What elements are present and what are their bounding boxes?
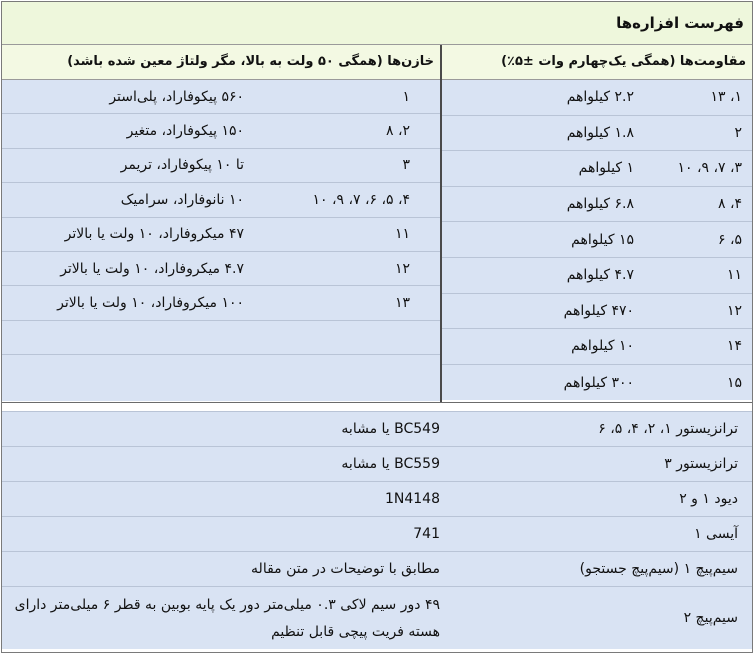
table-row bbox=[442, 151, 752, 187]
table-row bbox=[442, 258, 752, 294]
resistors-header: مقاومت‌ها (همگی یک‌چهارم وات ±۵٪) bbox=[442, 45, 752, 80]
capacitors-header: خازن‌ها (همگی ۵۰ ولت به بالا، مگر ولتاژ معین شده باشد) bbox=[2, 45, 440, 80]
table-row bbox=[2, 552, 752, 587]
capacitor-index: ۲، ۸ bbox=[385, 123, 410, 140]
resistor-value: ۱ کیلواهم bbox=[578, 160, 634, 177]
components-columns bbox=[2, 45, 752, 403]
capacitor-value: ۱۰ نانوفاراد، سرامیک bbox=[120, 191, 244, 208]
part-name: دیود ۱ و ۲ bbox=[679, 491, 738, 507]
table-row bbox=[2, 80, 440, 114]
resistor-value: ۱.۸ کیلواهم bbox=[566, 124, 634, 141]
resistor-value: ۱۵ کیلواهم bbox=[571, 231, 634, 248]
resistor-index: ۵، ۶ bbox=[717, 231, 742, 248]
table-row bbox=[2, 321, 440, 355]
capacitor-index: ۱۲ bbox=[394, 260, 410, 277]
capacitor-value: ۴۷ میکروفاراد، ۱۰ ولت یا بالاتر bbox=[64, 226, 244, 243]
resistor-index: ۱۵ bbox=[726, 374, 742, 391]
capacitor-index: ۴، ۵، ۶، ۷، ۹، ۱۰ bbox=[312, 191, 410, 208]
resistor-index: ۱، ۱۳ bbox=[710, 89, 742, 106]
table-row bbox=[442, 116, 752, 152]
resistor-index: ۲ bbox=[734, 124, 742, 141]
part-value: 741 bbox=[413, 526, 440, 542]
table-row bbox=[2, 218, 440, 252]
part-name: ترانزیستور ۱، ۲، ۴، ۵، ۶ bbox=[598, 421, 738, 437]
table-row bbox=[442, 294, 752, 330]
capacitor-index: ۱۳ bbox=[394, 295, 410, 312]
resistor-value: ۱۰ کیلواهم bbox=[571, 338, 634, 355]
table-row bbox=[2, 149, 440, 183]
resistor-value: ۶.۸ کیلواهم bbox=[566, 196, 634, 213]
resistor-index: ۳، ۷، ۹، ۱۰ bbox=[677, 160, 742, 177]
part-value: BC559 یا مشابه bbox=[341, 456, 440, 472]
capacitor-value: تا ۱۰ پیکوفاراد، تریمر bbox=[120, 157, 244, 174]
table-row bbox=[442, 365, 752, 401]
capacitor-index: ۱۱ bbox=[394, 226, 410, 243]
capacitor-value: ۵۶۰ پیکوفاراد، پلی‌استر bbox=[109, 88, 244, 105]
table-row bbox=[2, 447, 752, 482]
resistor-value: ۲.۲ کیلواهم bbox=[566, 89, 634, 106]
table-title: فهرست افزاره‌ها bbox=[2, 2, 752, 45]
parts-list-table bbox=[1, 1, 753, 653]
table-row bbox=[2, 412, 752, 447]
capacitors-column bbox=[2, 45, 440, 402]
capacitor-index: ۳ bbox=[402, 157, 410, 174]
table-row bbox=[2, 183, 440, 217]
table-row bbox=[2, 517, 752, 552]
resistor-value: ۴.۷ کیلواهم bbox=[566, 267, 634, 284]
table-row bbox=[2, 286, 440, 320]
table-row bbox=[2, 252, 440, 286]
resistor-value: ۳۰۰ کیلواهم bbox=[563, 374, 634, 391]
table-row bbox=[2, 482, 752, 517]
part-name: سیم‌پیچ ۱ (سیم‌پیچ جستجو) bbox=[579, 561, 738, 577]
table-row bbox=[442, 329, 752, 365]
table-row bbox=[2, 114, 440, 148]
part-value: ۴۹ دور سیم لاکی ۰.۳ میلی‌متر دور یک پایه بوبین به قطر ۶ میلی‌متر دارای هسته فریت پیچی قابل تنظیم bbox=[14, 597, 440, 640]
capacitor-value: ۴.۷ میکروفاراد، ۱۰ ولت یا بالاتر bbox=[60, 260, 244, 277]
resistor-index: ۱۱ bbox=[726, 267, 742, 284]
table-row bbox=[442, 187, 752, 223]
capacitor-value: ۱۵۰ پیکوفاراد، متغیر bbox=[126, 123, 244, 140]
table-row bbox=[442, 80, 752, 116]
table-row bbox=[2, 355, 440, 401]
capacitor-index: ۱ bbox=[402, 88, 410, 105]
part-value: BC549 یا مشابه bbox=[341, 421, 440, 437]
part-name: آیسی ۱ bbox=[694, 526, 738, 542]
table-row bbox=[2, 587, 752, 649]
resistor-value: ۴۷۰ کیلواهم bbox=[563, 302, 634, 319]
table-row bbox=[442, 222, 752, 258]
resistors-column bbox=[440, 45, 752, 402]
part-name: سیم‌پیچ ۲ bbox=[683, 610, 738, 626]
section-divider bbox=[2, 403, 752, 412]
part-value: 1N4148 bbox=[384, 491, 440, 507]
part-value: مطابق با توضیحات در متن مقاله bbox=[251, 561, 440, 577]
capacitor-value: ۱۰۰ میکروفاراد، ۱۰ ولت یا بالاتر bbox=[57, 295, 244, 312]
part-name: ترانزیستور ۳ bbox=[664, 456, 738, 472]
resistor-index: ۱۴ bbox=[726, 338, 742, 355]
resistor-index: ۱۲ bbox=[726, 302, 742, 319]
resistor-index: ۴، ۸ bbox=[717, 196, 742, 213]
